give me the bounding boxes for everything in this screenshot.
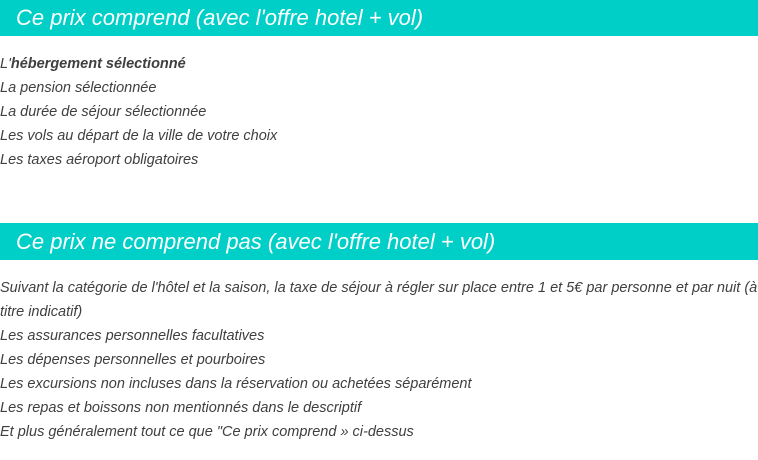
list-item: Les excursions non incluses dans la réservation ou achetées séparément [0, 376, 472, 392]
list-item-prefix: L' [0, 56, 11, 72]
price-excludes-heading: Ce prix ne comprend pas (avec l'offre hotel + vol) [0, 223, 758, 260]
price-includes-heading: Ce prix comprend (avec l'offre hotel + vol) [0, 0, 758, 36]
price-excludes-section [0, 223, 758, 444]
list-item: Et plus généralement tout ce que "Ce prix comprend » ci-dessus [0, 424, 414, 440]
price-excludes-list [0, 276, 758, 444]
list-item: Les dépenses personnelles et pourboires [0, 352, 266, 368]
list-item: La pension sélectionnée [0, 80, 157, 96]
price-includes-section [0, 0, 758, 172]
list-item: Suivant la catégorie de l'hôtel et la saison, la taxe de séjour à régler sur place entre 1 et 5€ par personne et par nuit (à titre indicatif) [0, 280, 758, 320]
list-item [0, 52, 758, 76]
price-includes-list [0, 52, 758, 172]
list-item: Les repas et boissons non mentionnés dans le descriptif [0, 400, 362, 416]
list-item: Les taxes aéroport obligatoires [0, 152, 199, 168]
list-item-bold: hébergement sélectionné [10, 56, 186, 72]
list-item: Les assurances personnelles facultatives [0, 328, 265, 344]
list-item: Les vols au départ de la ville de votre choix [0, 128, 278, 144]
list-item: La durée de séjour sélectionnée [0, 104, 207, 120]
